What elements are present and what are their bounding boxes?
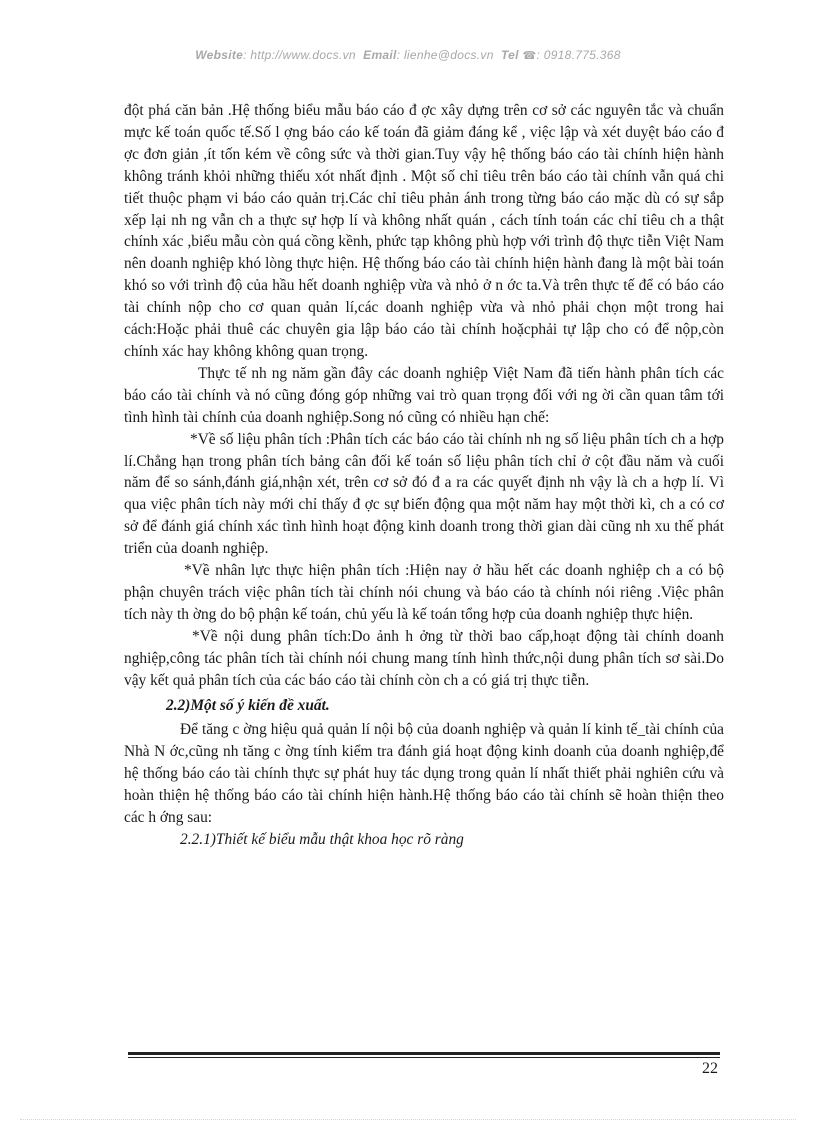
- body-paragraph-1: đột phá căn bản .Hệ thống biểu mẫu báo cáo đ ợc xây dựng trên cơ sở các nguyên tắc và chuẩn mực kế toán quốc tế.Số l ợng báo cáo kế toán đã giảm đáng kể , việc lập và xét duyệt báo cáo đ ợc đơn giản ,ít tốn kém về công sức và thời gian.Tuy vậy hệ thống báo cáo tài chính hiện hành không tránh khỏi những thiếu xót nhất định . Một số chỉ tiêu trên báo cáo tài chính vẫn quá chi tiết thuộc phạm vi báo cáo quản trị.Các chỉ tiêu phản ánh trong từng báo cáo mặc dù có sự sắp xếp lại nh ng vẫn ch a thực sự hợp lí và không nhất quán , cách tính toán các chỉ tiêu ch a thật chính xác ,biểu mẫu còn quá cồng kềnh, phức tạp không phù hợp với trình độ thực tiễn Việt Nam nên doanh nghiệp khó lòng thực hiện. Hệ thống báo cáo tài chính hiện hành đang là một bài toán khó so với trình độ của hầu hết doanh nghiệp vừa và nhỏ ở n ớc ta.Và trên thực tế để có báo cáo tài chính nộp cho cơ quan quản lí,các doanh nghiệp vừa và nhỏ phải chọn một trong hai cách:Hoặc phải thuê các chuyên gia lập báo cáo tài chính hoặcphải tự lập cho có để nộp,còn chính xác hay không không quan trọng.: [124, 102, 724, 360]
- email-label: Email: [363, 48, 397, 62]
- section-heading: 2.2)Một số ý kiến đề xuất.: [166, 697, 330, 715]
- website-label: Website: [195, 48, 244, 62]
- body-paragraph-4: *Về nhân lực thực hiện phân tích :Hiện nay ở hầu hết các doanh nghiệp ch a có bộ phận chuyên trách việc phân tích tài chính nói chung và báo cáo tà chính nói riêng .Việc phân tích này th ờng do bộ phận kế toán, chủ yếu là kế toán tổng hợp của doanh nghiệp thực hiện.: [124, 562, 724, 623]
- footer-rule-thin: [128, 1057, 720, 1058]
- page-header: [0, 48, 816, 62]
- website-value: : http://www.docs.vn: [243, 48, 356, 62]
- phone-icon: ☎: [522, 50, 537, 62]
- subsection-heading: 2.2.1)Thiết kế biểu mẫu thật khoa học rõ ràng: [180, 830, 464, 848]
- email-value: : lienhe@docs.vn: [396, 48, 494, 62]
- footer-rule: [128, 1052, 720, 1055]
- document-body: [124, 100, 724, 851]
- body-paragraph-6: Để tăng c ờng hiệu quả quản lí nội bộ của doanh nghiệp và quản lí kinh tế_tài chính của Nhà N ớc,cũng nh tăng c ờng tính kiểm tra đánh giá hoạt động kinh doanh của doanh nghiệp,để hệ thống báo cáo tài chính thực sự phát huy tác dụng trong quản lí nhất thiết phải nghiên cứu và hoàn thiện hệ thống báo cáo tài chính hiện hành.Hệ thống báo cáo tài chính sẽ hoàn thiện theo các h ớng sau:: [124, 721, 724, 826]
- tel-value: : 0918.775.368: [536, 48, 621, 62]
- page-number: 22: [702, 1060, 718, 1077]
- body-paragraph-2: Thực tế nh ng năm gần đây các doanh nghiệp Việt Nam đã tiến hành phân tích các báo cáo tài chính và nó cũng đóng góp những vai trò quan trọng đối với ng ời cần quan tâm tới tình hình tài chính của doanh nghiệp.Song nó cũng có nhiều hạn chế:: [124, 364, 724, 426]
- body-paragraph-5: *Về nội dung phân tích:Do ảnh h ởng từ thời bao cấp,hoạt động tài chính doanh nghiệp,công tác phân tích tài chính nói chung mang tính hình thức,nội dung phân tích sơ sài.Do vậy kết quả phân tích của các báo cáo tài chính còn ch a có giá trị thực tiễn.: [124, 627, 724, 689]
- page-edge-divider: [20, 1119, 796, 1120]
- tel-label: Tel: [501, 48, 519, 62]
- body-paragraph-3: *Về số liệu phân tích :Phân tích các báo cáo tài chính nh ng số liệu phân tích ch a hợp lí.Chẳng hạn trong phân tích bảng cân đối kế toán số liệu phân tích chỉ ở cột đầu năm và cuối năm để so sánh,đánh giá,nhận xét, trên cơ sở đó đ a ra các quyết định nh vậy là ch a hợp lí. Vì qua việc phân tích này mới chỉ thấy đ ợc sự biến động qua một năm hay một thời kì, ch a có cơ sở để đánh giá chính xác tình hình hoạt động kinh doanh trong thời gian dài cũng nh xu thế phát triển của doanh nghiệp.: [124, 430, 724, 558]
